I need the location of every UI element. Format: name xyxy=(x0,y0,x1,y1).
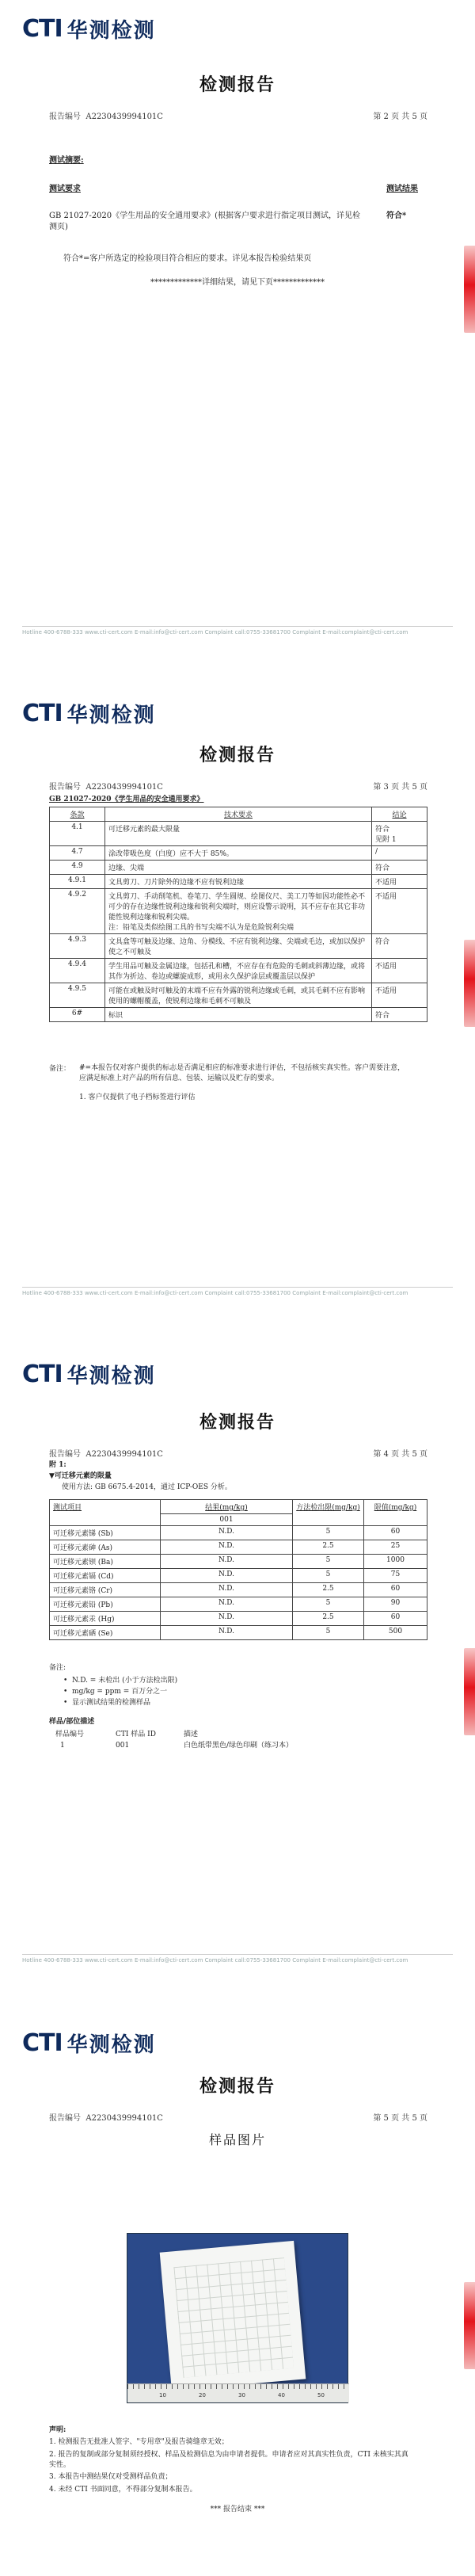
clause-cell: 4.1 xyxy=(50,822,105,846)
page-title: 检测报告 xyxy=(199,745,276,765)
col-test-requirement: 测试要求 xyxy=(49,185,81,193)
element-row xyxy=(50,1540,428,1555)
element-result-cell: N.D. xyxy=(161,1569,293,1583)
element-item-cell: 可迁移元素铅 (Pb) xyxy=(50,1597,161,1612)
mdl-header: 方法检出限(mg/kg) xyxy=(293,1500,364,1526)
cti-logo xyxy=(22,1360,156,1389)
element-row xyxy=(50,1626,428,1640)
clause-row xyxy=(50,959,428,983)
element-mdl-cell: 5 xyxy=(293,1526,364,1540)
clause-cell: 4.9 xyxy=(50,861,105,875)
note-1: #=本报告仅对客户提供的标志是否满足相应的标准要求进行评估，不包括核实真实性。客户需要注意，应满足标准上对产品的所有信息、包装、运输以及贮存的要求。 xyxy=(79,1064,405,1082)
clause-row xyxy=(50,846,428,861)
requirement-cell: 可迁移元素的最大限量 xyxy=(105,822,372,846)
clause-cell: 4.9.1 xyxy=(50,875,105,889)
conclusion-cell: 不适用 xyxy=(372,889,428,934)
ruler-label: 20 xyxy=(199,2392,206,2399)
element-mdl-cell: 5 xyxy=(293,1626,364,1640)
declaration-4: 4. 未经 CTI 书面同意，不得部分复制本报告。 xyxy=(49,2486,197,2494)
clause-row xyxy=(50,889,428,934)
sample-photo xyxy=(127,2233,348,2403)
element-limit-cell: 90 xyxy=(364,1597,428,1612)
requirement-cell: 涂改带吸色度（白度）应不大于 85%。 xyxy=(105,846,372,861)
sample-col-desc: 描述 xyxy=(184,1731,199,1738)
conclusion-cell: 符合 xyxy=(372,1008,428,1022)
requirement-header: 技术要求 xyxy=(105,807,372,822)
element-result-cell: N.D. xyxy=(161,1612,293,1626)
element-mdl-cell: 2.5 xyxy=(293,1583,364,1597)
ruler-label: 40 xyxy=(278,2392,285,2399)
clause-row xyxy=(50,861,428,875)
page-number: 第 3 页 共 5 页 xyxy=(373,783,428,792)
element-mdl-cell: 5 xyxy=(293,1555,364,1569)
page-title: 检测报告 xyxy=(199,1412,276,1433)
limit-header: 限值(mg/kg) xyxy=(364,1500,428,1526)
sample-no: 1 xyxy=(60,1742,65,1750)
ruler-label: 30 xyxy=(238,2392,245,2399)
conclusion-cell: 符合 xyxy=(372,861,428,875)
requirement-cell: 文具剪刀、刀片除外的边缘不应有锐利边缘 xyxy=(105,875,372,889)
conclusion-cell: 不适用 xyxy=(372,983,428,1008)
element-row xyxy=(50,1526,428,1540)
element-mdl-cell: 5 xyxy=(293,1597,364,1612)
clause-row xyxy=(50,875,428,889)
side-stamp xyxy=(464,2282,475,2369)
declaration-2: 2. 报告的复制或部分复制须经授权、样品及检测信息为由申请者提供。申请者应对其真实性负责，CTI 未核实其真实性。 xyxy=(49,2451,408,2469)
notes-label: 备注: xyxy=(49,1664,66,1672)
sample-no-header: 001 xyxy=(161,1514,293,1526)
page-footer: Hotline 400-6788-333 www.cti-cert.com E-mail:info@cti-cert.com Complaint call:0755-33681700 Complaint E-mail:complaint@cti-cert.com xyxy=(22,1954,453,1963)
conclusion-cell: 不适用 xyxy=(372,875,428,889)
requirement-cell: 学生用品可触及金属边缘，包括孔和槽，不应存在有危险的毛刺或斜薄边缘，或将其作为折边、卷边或螺旋成形，或用永久保护涂层或覆盖层以保护 xyxy=(105,959,372,983)
note-sample: • 显示测试结果的检测样品 xyxy=(63,1699,151,1707)
clause-row xyxy=(50,983,428,1008)
clause-cell: 4.9.5 xyxy=(50,983,105,1008)
photo-title: 样品图片 xyxy=(208,2132,266,2147)
logo-cn-text: 华测检测 xyxy=(66,704,156,727)
ruler-ticks xyxy=(127,2384,349,2389)
element-limit-cell: 1000 xyxy=(364,1555,428,1569)
element-row xyxy=(50,1597,428,1612)
element-table xyxy=(49,1499,428,1640)
element-row xyxy=(50,1569,428,1583)
summary-result: 符合* xyxy=(386,212,407,220)
clause-cell: 4.9.3 xyxy=(50,934,105,959)
standard-title: GB 21027-2020《学生用品的安全通用要求》 xyxy=(49,796,204,803)
sample-desc-title: 样品/部位描述 xyxy=(49,1718,95,1726)
declaration-1: 1. 检测报告无批准人签字、"专用章"及报告骑缝章无效； xyxy=(49,2438,229,2446)
element-result-cell: N.D. xyxy=(161,1597,293,1612)
element-item-cell: 可迁移元素砷 (As) xyxy=(50,1540,161,1555)
conclusion-cell: / xyxy=(372,846,428,861)
element-item-cell: 可迁移元素锑 (Sb) xyxy=(50,1526,161,1540)
sample-col-id: CTI 样品 ID xyxy=(116,1731,156,1738)
element-mdl-cell: 5 xyxy=(293,1569,364,1583)
logo-cn-text: 华测检测 xyxy=(66,19,156,43)
cti-logo xyxy=(22,2028,156,2058)
requirement-cell: 标识 xyxy=(105,1008,372,1022)
element-item-cell: 可迁移元素硒 (Se) xyxy=(50,1626,161,1640)
conclusion-cell: 符合 xyxy=(372,934,428,959)
element-mdl-cell: 2.5 xyxy=(293,1612,364,1626)
conclusion-cell: 符合 见附 1 xyxy=(372,822,428,846)
page-title: 检测报告 xyxy=(199,2076,276,2097)
col-test-result: 测试结果 xyxy=(386,185,418,193)
clause-cell: 6# xyxy=(50,1008,105,1022)
element-result-cell: N.D. xyxy=(161,1583,293,1597)
conclusion-header: 结论 xyxy=(372,807,428,822)
ruler-label: 10 xyxy=(159,2392,166,2399)
element-item-cell: 可迁移元素汞 (Hg) xyxy=(50,1612,161,1626)
cti-logo xyxy=(22,699,156,728)
page-footer: Hotline 400-6788-333 www.cti-cert.com E-mail:info@cti-cert.com Complaint call:0755-33681700 Complaint E-mail:complaint@cti-cert.com xyxy=(22,626,453,635)
annex-label: 附 1: xyxy=(49,1461,66,1469)
element-result-cell: N.D. xyxy=(161,1626,293,1640)
detail-separator: *************详细结果，请见下页************* xyxy=(150,278,325,287)
section-heading: ▼可迁移元素的限量 xyxy=(49,1472,112,1480)
requirement-cell: 文具盒等可触及边缘、边角、分模线、不应有锐利边缘、尖端或毛边，或加以保护使之不可触及 xyxy=(105,934,372,959)
note-2: 1. 客户仅提供了电子档标签进行评估 xyxy=(79,1093,196,1101)
element-item-cell: 可迁移元素钡 (Ba) xyxy=(50,1555,161,1569)
element-mdl-cell: 2.5 xyxy=(293,1540,364,1555)
note-nd: • N.D. = 未检出 (小于方法检出限) xyxy=(63,1677,178,1685)
report-number: 报告编号 A2230439994101C xyxy=(49,2114,163,2123)
clause-table xyxy=(49,807,428,1022)
element-item-cell: 可迁移元素镉 (Cd) xyxy=(50,1569,161,1583)
summary-note: 符合*=客户所选定的检验项目符合相应的要求。详见本报告检验结果页 xyxy=(63,254,312,263)
element-result-cell: N.D. xyxy=(161,1526,293,1540)
element-limit-cell: 60 xyxy=(364,1526,428,1540)
clause-cell: 4.9.4 xyxy=(50,959,105,983)
sample-col-no: 样品编号 xyxy=(55,1731,85,1738)
logo-cti-text: CTI xyxy=(22,2029,63,2057)
element-row xyxy=(50,1612,428,1626)
sample-id: 001 xyxy=(116,1742,130,1750)
logo-cn-text: 华测检测 xyxy=(66,1364,156,1388)
declaration-3: 3. 本报告中测结果仅对受测样品负责； xyxy=(49,2473,173,2481)
clause-row xyxy=(50,1008,428,1022)
page-number: 第 5 页 共 5 页 xyxy=(373,2114,428,2123)
clause-header: 条款 xyxy=(50,807,105,822)
report-page-3 xyxy=(0,1331,475,1975)
notes-label: 备注： xyxy=(49,1065,71,1073)
requirement-cell: 文具剪刀、手动削笔机、卷笔刀、学生圆规、绘图仪尺、美工刀等如因功能性必不可少的存在边缘性锐利边缘和锐利尖端时，则应设警示说明，其不应存在其它非功能性锐利边缘和锐利尖端。 注：铅笔及类似绘图工具的书写尖端不认为是危险锐利尖端 xyxy=(105,889,372,934)
result-header: 结果(mg/kg) xyxy=(161,1500,293,1514)
element-result-cell: N.D. xyxy=(161,1540,293,1555)
clause-row xyxy=(50,822,428,846)
element-limit-cell: 75 xyxy=(364,1569,428,1583)
element-item-cell: 可迁移元素铬 (Cr) xyxy=(50,1583,161,1597)
declaration-title: 声明: xyxy=(49,2426,66,2434)
element-row xyxy=(50,1555,428,1569)
report-end: *** 报告结束 *** xyxy=(210,2505,265,2513)
report-number: 报告编号 A2230439994101C xyxy=(49,1450,163,1459)
element-limit-cell: 60 xyxy=(364,1612,428,1626)
side-stamp xyxy=(464,940,475,1027)
test-method: 使用方法: GB 6675.4-2014，通过 ICP-OES 分析。 xyxy=(62,1483,232,1491)
ruler xyxy=(127,2383,349,2402)
side-stamp xyxy=(464,1648,475,1735)
page-number: 第 4 页 共 5 页 xyxy=(373,1450,428,1459)
page-footer: Hotline 400-6788-333 www.cti-cert.com E-mail:info@cti-cert.com Complaint call:0755-33681700 Complaint E-mail:complaint@cti-cert.com xyxy=(22,1287,453,1296)
summary-requirement: GB 21027-2020《学生用品的安全通用要求》(根据客户要求进行指定项目测试，详见检测页) xyxy=(49,212,361,231)
element-row xyxy=(50,1583,428,1597)
clause-cell: 4.7 xyxy=(50,846,105,861)
item-header: 测试项目 xyxy=(50,1500,161,1526)
paper-grid xyxy=(173,2257,294,2378)
summary-heading: 测试摘要: xyxy=(49,156,84,165)
side-stamp xyxy=(464,246,475,333)
page-number: 第 2 页 共 5 页 xyxy=(373,113,428,121)
exercise-book-image xyxy=(160,2241,306,2391)
element-limit-cell: 60 xyxy=(364,1583,428,1597)
logo-cti-text: CTI xyxy=(22,15,63,43)
requirement-cell: 可能在或触及时可触及的末端不应有外露的锐利边缘或毛刺，或其毛刺不应有影响使用的螺帽覆盖，使锐利边缘和毛刺不可触及 xyxy=(105,983,372,1008)
page-title: 检测报告 xyxy=(199,74,276,95)
report-page-2 xyxy=(0,670,475,1314)
sample-description: 白色纸带黑色/绿色印刷（练习本） xyxy=(184,1742,294,1750)
requirement-cell: 边缘、尖端 xyxy=(105,861,372,875)
clause-row xyxy=(50,934,428,959)
report-number: 报告编号 A2230439994101C xyxy=(49,113,163,121)
logo-cn-text: 华测检测 xyxy=(66,2033,156,2057)
clause-cell: 4.9.2 xyxy=(50,889,105,934)
logo-cti-text: CTI xyxy=(22,700,63,727)
element-limit-cell: 25 xyxy=(364,1540,428,1555)
report-number: 报告编号 A2230439994101C xyxy=(49,783,163,792)
cti-logo xyxy=(22,14,156,44)
conclusion-cell: 不适用 xyxy=(372,959,428,983)
element-result-cell: N.D. xyxy=(161,1555,293,1569)
element-limit-cell: 500 xyxy=(364,1626,428,1640)
note-ppm: • mg/kg = ppm = 百万分之一 xyxy=(63,1688,168,1696)
report-page-1 xyxy=(0,0,475,643)
logo-cti-text: CTI xyxy=(22,1361,63,1388)
ruler-label: 50 xyxy=(317,2392,325,2399)
